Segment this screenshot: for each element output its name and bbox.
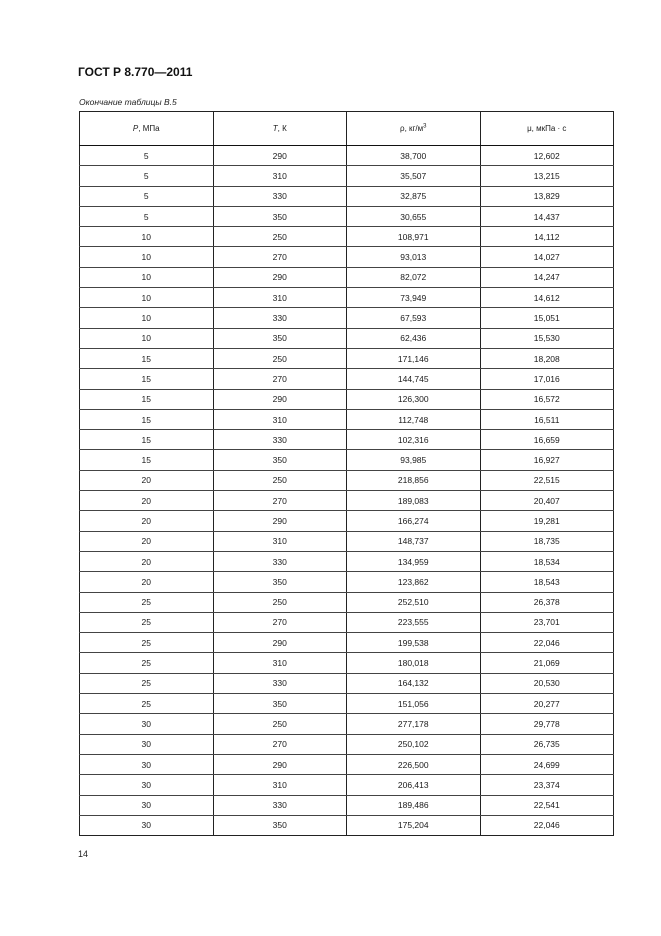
cell-pressure: 30 [80,775,214,795]
cell-pressure: 25 [80,653,214,673]
cell-temperature: 330 [213,186,347,206]
table-body [80,146,614,836]
table-row [80,348,614,368]
cell-viscosity: 18,735 [480,531,614,551]
cell-temperature: 250 [213,714,347,734]
cell-viscosity: 14,247 [480,267,614,287]
table-row [80,267,614,287]
cell-temperature: 350 [213,694,347,714]
table-row [80,592,614,612]
table-row [80,206,614,226]
cell-density: 32,875 [347,186,481,206]
table-row [80,491,614,511]
cell-pressure: 20 [80,511,214,531]
column-header-temperature: T, К [213,112,347,146]
cell-pressure: 5 [80,166,214,186]
cell-density: 144,745 [347,369,481,389]
table-row [80,572,614,592]
cell-temperature: 270 [213,734,347,754]
cell-pressure: 25 [80,673,214,693]
cell-pressure: 20 [80,572,214,592]
cell-viscosity: 16,659 [480,430,614,450]
cell-temperature: 290 [213,633,347,653]
cell-pressure: 15 [80,430,214,450]
cell-density: 226,500 [347,754,481,774]
cell-viscosity: 14,612 [480,288,614,308]
cell-viscosity: 14,027 [480,247,614,267]
cell-temperature: 250 [213,227,347,247]
cell-temperature: 310 [213,288,347,308]
cell-viscosity: 14,112 [480,227,614,247]
table-row [80,409,614,429]
cell-density: 199,538 [347,633,481,653]
cell-density: 148,737 [347,531,481,551]
table-row [80,166,614,186]
table-row [80,430,614,450]
table-row [80,389,614,409]
table-row [80,369,614,389]
cell-density: 164,132 [347,673,481,693]
table-row [80,612,614,632]
cell-viscosity: 16,511 [480,409,614,429]
cell-viscosity: 26,735 [480,734,614,754]
cell-viscosity: 23,701 [480,612,614,632]
cell-viscosity: 15,051 [480,308,614,328]
cell-temperature: 350 [213,450,347,470]
cell-pressure: 10 [80,328,214,348]
cell-viscosity: 20,530 [480,673,614,693]
cell-temperature: 350 [213,815,347,835]
cell-temperature: 310 [213,775,347,795]
table-row [80,146,614,166]
cell-temperature: 330 [213,430,347,450]
cell-viscosity: 24,699 [480,754,614,774]
cell-pressure: 15 [80,409,214,429]
cell-temperature: 330 [213,551,347,571]
cell-pressure: 10 [80,267,214,287]
table-row [80,247,614,267]
column-header-density: ρ, $кг/м^3$ [347,112,481,146]
cell-pressure: 10 [80,308,214,328]
cell-temperature: 310 [213,166,347,186]
cell-density: 171,146 [347,348,481,368]
document-header: ГОСТ Р 8.770—2011 [78,65,193,79]
cell-temperature: 330 [213,795,347,815]
table-row [80,308,614,328]
cell-density: 126,300 [347,389,481,409]
cell-density: 166,274 [347,511,481,531]
cell-density: 175,204 [347,815,481,835]
table-row [80,551,614,571]
cell-temperature: 270 [213,369,347,389]
cell-temperature: 330 [213,308,347,328]
table-row [80,186,614,206]
cell-pressure: 15 [80,389,214,409]
cell-temperature: 270 [213,612,347,632]
cell-pressure: 30 [80,734,214,754]
cell-viscosity: 22,046 [480,633,614,653]
cell-pressure: 20 [80,531,214,551]
cell-pressure: 5 [80,146,214,166]
table-row [80,734,614,754]
table-row [80,328,614,348]
table-header-row [80,112,614,146]
cell-pressure: 30 [80,754,214,774]
cell-density: 189,486 [347,795,481,815]
cell-density: 102,316 [347,430,481,450]
cell-viscosity: 15,530 [480,328,614,348]
cell-density: 93,013 [347,247,481,267]
cell-temperature: 250 [213,592,347,612]
page-number: 14 [78,849,89,859]
cell-pressure: 15 [80,450,214,470]
cell-viscosity: 23,374 [480,775,614,795]
cell-pressure: 25 [80,633,214,653]
cell-viscosity: 22,046 [480,815,614,835]
cell-viscosity: 22,541 [480,795,614,815]
table-row [80,694,614,714]
cell-density: 38,700 [347,146,481,166]
cell-viscosity: 18,543 [480,572,614,592]
cell-viscosity: 14,437 [480,206,614,226]
column-header-viscosity: μ, мкПа · с [480,112,614,146]
cell-viscosity: 18,208 [480,348,614,368]
cell-temperature: 310 [213,409,347,429]
cell-density: 252,510 [347,592,481,612]
cell-pressure: 10 [80,288,214,308]
table-row [80,714,614,734]
column-header-pressure: P, МПа [80,112,214,146]
cell-temperature: 290 [213,267,347,287]
cell-viscosity: 13,215 [480,166,614,186]
cell-viscosity: 17,016 [480,369,614,389]
cell-temperature: 270 [213,491,347,511]
cell-density: 218,856 [347,470,481,490]
cell-viscosity: 26,378 [480,592,614,612]
cell-density: 180,018 [347,653,481,673]
cell-pressure: 30 [80,815,214,835]
cell-viscosity: 22,515 [480,470,614,490]
cell-density: 134,959 [347,551,481,571]
table-row [80,795,614,815]
table-row [80,227,614,247]
cell-viscosity: 16,927 [480,450,614,470]
cell-density: 277,178 [347,714,481,734]
cell-density: 93,985 [347,450,481,470]
cell-temperature: 330 [213,673,347,693]
cell-density: 30,655 [347,206,481,226]
cell-temperature: 290 [213,146,347,166]
cell-pressure: 10 [80,247,214,267]
cell-density: 62,436 [347,328,481,348]
cell-temperature: 350 [213,328,347,348]
cell-density: 35,507 [347,166,481,186]
cell-viscosity: 19,281 [480,511,614,531]
table-row [80,470,614,490]
cell-temperature: 350 [213,206,347,226]
table-row [80,653,614,673]
cell-temperature: 290 [213,754,347,774]
table-row [80,754,614,774]
table-row [80,531,614,551]
cell-pressure: 30 [80,795,214,815]
cell-viscosity: 29,778 [480,714,614,734]
table-row [80,815,614,835]
cell-viscosity: 20,407 [480,491,614,511]
cell-pressure: 15 [80,369,214,389]
cell-pressure: 5 [80,186,214,206]
cell-pressure: 25 [80,694,214,714]
cell-pressure: 15 [80,348,214,368]
table-row [80,511,614,531]
cell-viscosity: 20,277 [480,694,614,714]
cell-density: 189,083 [347,491,481,511]
cell-pressure: 20 [80,470,214,490]
cell-pressure: 20 [80,551,214,571]
cell-temperature: 250 [213,470,347,490]
cell-viscosity: 16,572 [480,389,614,409]
cell-temperature: 310 [213,653,347,673]
table-row [80,633,614,653]
cell-pressure: 20 [80,491,214,511]
cell-density: 108,971 [347,227,481,247]
cell-viscosity: 21,069 [480,653,614,673]
cell-density: 73,949 [347,288,481,308]
cell-temperature: 310 [213,531,347,551]
cell-pressure: 30 [80,714,214,734]
cell-density: 151,056 [347,694,481,714]
cell-density: 250,102 [347,734,481,754]
table-row [80,450,614,470]
cell-density: 82,072 [347,267,481,287]
cell-pressure: 5 [80,206,214,226]
cell-temperature: 350 [213,572,347,592]
table-row [80,673,614,693]
data-table [79,111,614,836]
cell-viscosity: 13,829 [480,186,614,206]
cell-viscosity: 18,534 [480,551,614,571]
cell-density: 123,862 [347,572,481,592]
table-row [80,288,614,308]
cell-pressure: 10 [80,227,214,247]
cell-density: 223,555 [347,612,481,632]
cell-temperature: 270 [213,247,347,267]
cell-density: 112,748 [347,409,481,429]
cell-density: 67,593 [347,308,481,328]
cell-pressure: 25 [80,592,214,612]
cell-temperature: 290 [213,511,347,531]
cell-pressure: 25 [80,612,214,632]
table-caption: Окончание таблицы В.5 [79,97,177,107]
cell-density: 206,413 [347,775,481,795]
cell-viscosity: 12,602 [480,146,614,166]
cell-temperature: 290 [213,389,347,409]
table-row [80,775,614,795]
cell-temperature: 250 [213,348,347,368]
